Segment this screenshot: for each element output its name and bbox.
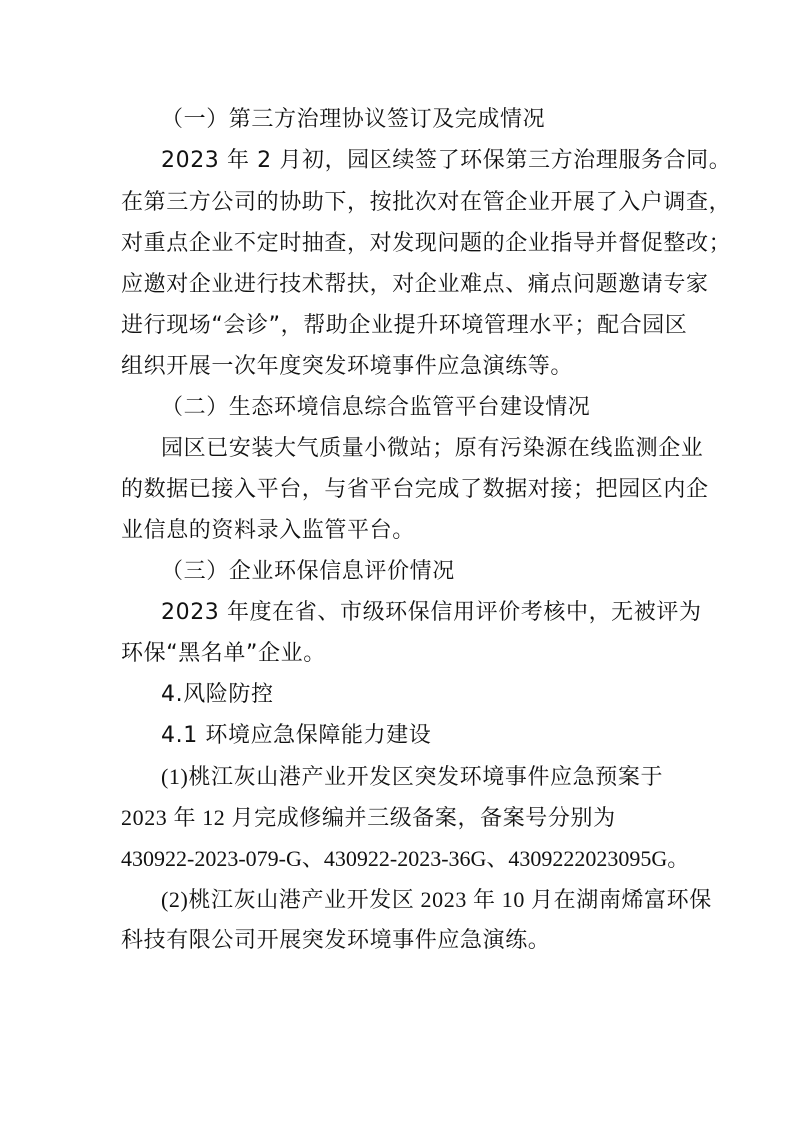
- section-2-heading: （二）生态环境信息综合监管平台建设情况: [161, 395, 591, 420]
- paragraph-line: 环保“黑名单”企业。: [121, 641, 326, 666]
- paragraph-line: 的数据已接入平台，与省平台完成了数据对接；把园区内企: [121, 477, 709, 502]
- section-4-1-heading: 4.1 环境应急保障能力建设: [161, 723, 432, 748]
- paragraph-line: 组织开展一次年度突发环境事件应急演练等。: [121, 354, 574, 379]
- item-1-line: (1)桃江灰山港产业开发区突发环境事件应急预案于: [161, 764, 664, 789]
- paragraph-line: 应邀对企业进行技术帮扶，对企业难点、痛点问题邀请专家: [121, 272, 709, 297]
- item-2-line: 科技有限公司开展突发环境事件应急演练。: [121, 928, 551, 953]
- paragraph-line: 业信息的资料录入监管平台。: [121, 518, 415, 543]
- section-4-heading: 4.风险防控: [161, 682, 274, 707]
- filing-numbers: 430922-2023-079-G、430922-2023-36G、4309222023095G。: [121, 846, 690, 871]
- section-1-heading: （一）第三方治理协议签订及完成情况: [161, 107, 546, 132]
- paragraph-line: 园区已安装大气质量小微站；原有污染源在线监测企业: [161, 436, 704, 461]
- item-2-line: (2)桃江灰山港产业开发区 2023 年 10 月在湖南烯富环保: [161, 887, 712, 912]
- paragraph-line: 2023 年度在省、市级环保信用评价考核中，无被评为: [161, 600, 702, 625]
- paragraph-line: 在第三方公司的协助下，按批次对在管企业开展了入户调查，: [121, 190, 732, 215]
- paragraph-line: 对重点企业不定时抽查，对发现问题的企业指导并督促整改；: [121, 231, 732, 256]
- paragraph-line: 2023 年 2 月初，园区续签了环保第三方治理服务合同。: [161, 148, 732, 173]
- paragraph-line: 进行现场“会诊”，帮助企业提升环境管理水平；配合园区: [121, 313, 688, 338]
- item-1-line: 2023 年 12 月完成修编并三级备案，备案号分别为: [121, 805, 616, 830]
- section-3-heading: （三）企业环保信息评价情况: [161, 559, 455, 584]
